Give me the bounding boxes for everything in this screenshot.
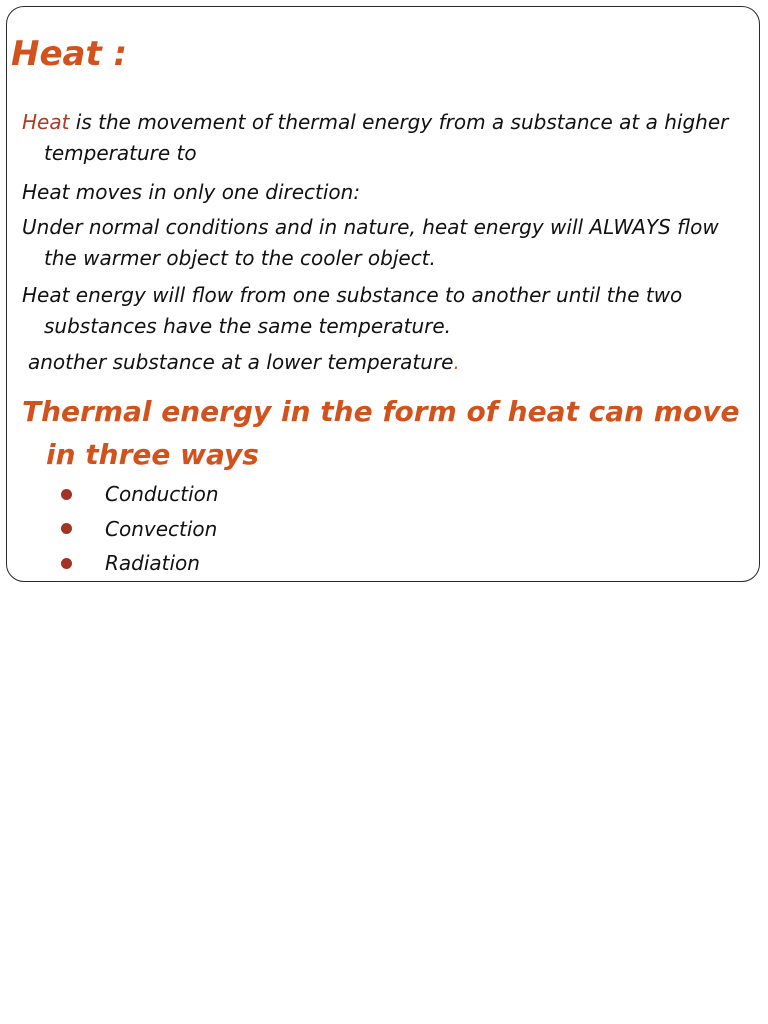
paragraph-lower-temperature [28, 347, 753, 378]
list-item-label: Conduction [105, 482, 219, 506]
paragraph-normal-conditions: Under normal conditions and in nature, heat energy will ALWAYS flow the warmer object to the cooler object. [22, 215, 719, 270]
list-item-conduction [61, 477, 219, 512]
slide-title: Heat : [11, 34, 128, 74]
list-item-convection [61, 512, 219, 547]
paragraph-heat-definition [22, 107, 747, 169]
bullet-icon [61, 558, 72, 569]
paragraph-one-direction: Heat moves in only one direction: [22, 180, 361, 204]
lower-temperature-text: another substance at a lower temperature [28, 350, 454, 374]
heat-transfer-list [61, 477, 219, 581]
bullet-icon [61, 523, 72, 534]
three-ways-heading: Thermal energy in the form of heat can move in three ways [22, 395, 740, 471]
accent-period: . [453, 350, 460, 374]
slide-frame [6, 6, 760, 582]
list-item-radiation [61, 546, 219, 581]
bullet-icon [61, 489, 72, 500]
heat-keyword: Heat [22, 110, 70, 134]
paragraph-same-temperature: Heat energy will flow from one substance to another until the two substances have the same temperature. [22, 283, 683, 338]
list-item-label: Radiation [105, 551, 200, 575]
heat-definition-text: is the movement of thermal energy from a substance at a higher temperature to [44, 110, 729, 165]
list-item-label: Convection [105, 516, 218, 541]
